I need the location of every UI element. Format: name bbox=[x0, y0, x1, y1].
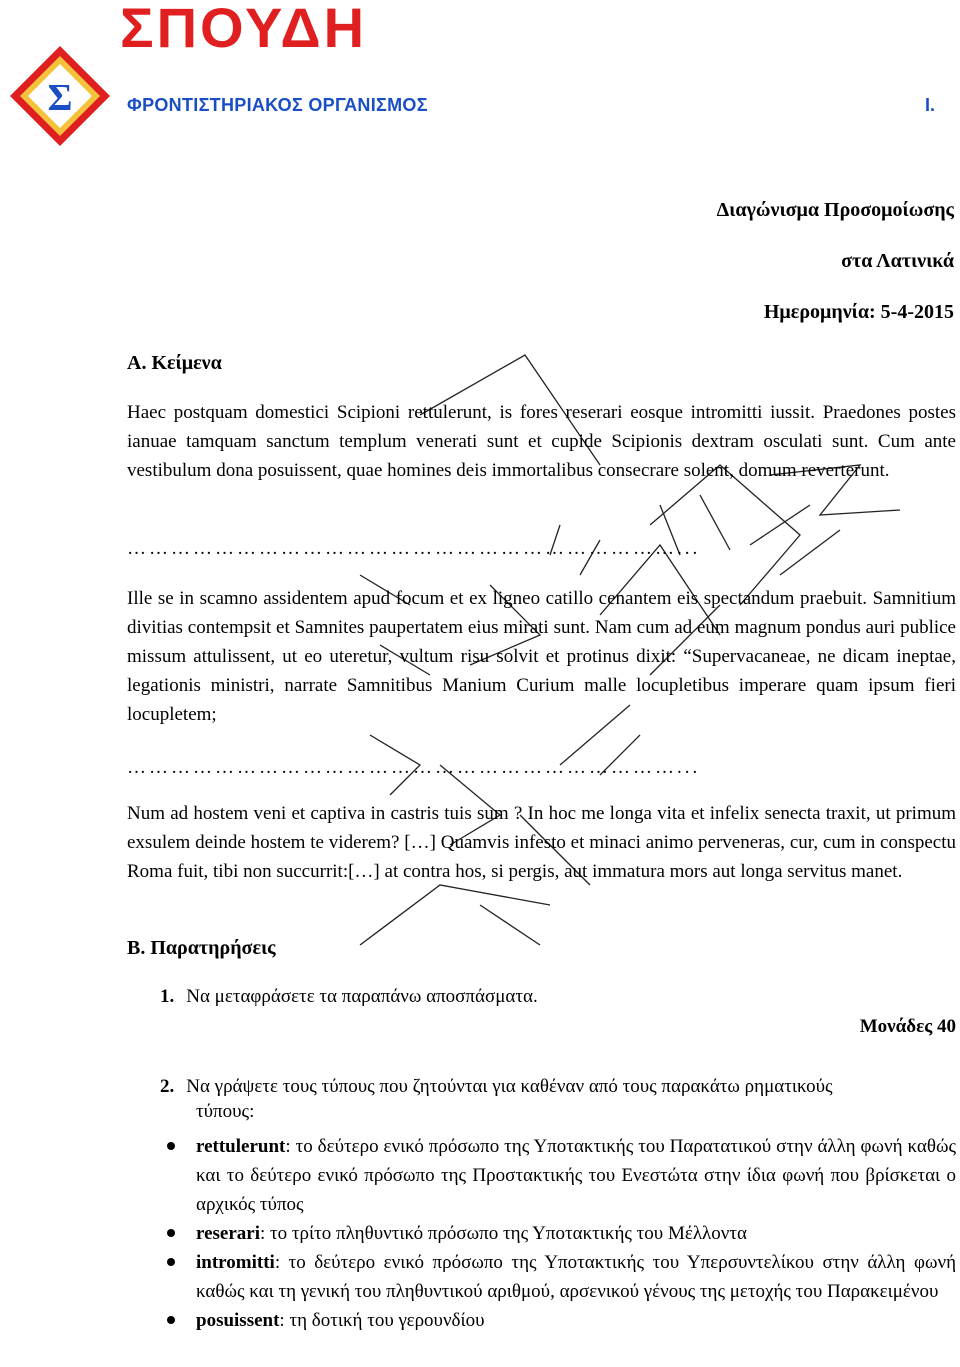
verb-description: : το δεύτερο ενικό πρόσωπο της Υποτακτικής του Παρατατικού στην άλλη φωνή καθώς και το δεύτερο ενικό πρόσωπο της Προστακτικής του Ενεστώτα στην ίδια φωνή που βρίσκεται ο αρχικός τύπος bbox=[196, 1136, 956, 1215]
verb-description: : τη δοτική του γερουνδίου bbox=[279, 1310, 485, 1331]
header-right-mark: Ι. bbox=[925, 95, 936, 115]
verb-form-list bbox=[196, 1132, 956, 1335]
question-2-text-tail: τύπους: bbox=[196, 1101, 255, 1122]
bullet-icon bbox=[167, 1142, 175, 1150]
bullet-icon bbox=[167, 1258, 175, 1266]
bullet-icon bbox=[167, 1229, 175, 1237]
latin-passage-2: Ille se in scamno assidentem apud focum et ex ligneo catillo cenantem eis spectandum praebuit. Samnitium divitias contempsit et Samnites paupertatem eius mirati sunt. Nam cum ad eum magnum pondus auri publice missum attulissent, ut eo uteretur, vultum risu solvit et protinus dixit: “Supervacaneae, ne dicam ineptae, legationis ministri, narrate Samnitibus Manium Curium malle locupletibus imperare quam ipsum fieri locupletem; bbox=[127, 588, 956, 725]
verb-word: rettulerunt bbox=[196, 1136, 286, 1157]
latin-passage-3: Num ad hostem veni et captiva in castris tuis sum ? In hoc me longa vita et infelix senecta traxit, ut primum exsulem deinde hostem te viderem? […] Quamvis infesto et minaci animo perveneras, cur, cum in conspectu Roma fuit, tibi non succurrit:[…] at contra hos, si pergis, aut immatura mors aut longa servitus manet. bbox=[127, 803, 956, 882]
logo-letter: Σ bbox=[47, 77, 73, 119]
question-1-number: 1. bbox=[160, 986, 175, 1007]
exam-subject: στα Λατινικά bbox=[841, 250, 954, 272]
verb-description: : το τρίτο πληθυντικό πρόσωπο της Υποτακτικής του Μέλλοντα bbox=[260, 1223, 747, 1244]
question-1 bbox=[160, 986, 538, 1008]
section-a-heading: Α. Κείμενα bbox=[127, 352, 222, 374]
latin-passage-1: Haec postquam domestici Scipioni rettulerunt, is fores reserari eosque intromitti iussit. Praedones postes ianuae tamquam sanctum templum venerati sunt et cupide Scipionis dextram osculati sunt. Cum ante vestibulum dona posuissent, quae homines deis immortalibus consecrare solent, domum reverterunt. bbox=[127, 402, 956, 481]
question-2 bbox=[160, 1072, 956, 1101]
ellipsis-separator-2: …………………………………………………………………... bbox=[127, 757, 701, 778]
list-item bbox=[196, 1219, 956, 1248]
verb-word: posuissent bbox=[196, 1310, 280, 1331]
question-1-text: Να μεταφράσετε τα παραπάνω αποσπάσματα. bbox=[186, 986, 538, 1007]
ellipsis-separator-1: …………………………………………………………………... bbox=[127, 538, 701, 559]
list-item bbox=[196, 1306, 956, 1335]
verb-description: : το δεύτερο ενικό πρόσωπο της Υποτακτικής του Υπερσυντελίκου στην άλλη φωνή καθώς και τη γενική του πληθυντικού αριθμού, αρσενικού γένους της μετοχής του Παρακειμένου bbox=[196, 1252, 956, 1302]
exam-date: Ημερομηνία: 5-4-2015 bbox=[763, 301, 954, 323]
exam-title: Διαγώνισμα Προσομοίωσης bbox=[716, 199, 954, 221]
question-2-number: 2. bbox=[160, 1076, 175, 1097]
bullet-icon bbox=[167, 1316, 175, 1324]
question-1-marks: Μονάδες 40 bbox=[859, 1016, 956, 1037]
list-item bbox=[196, 1248, 956, 1306]
question-2-text: Να γράψετε τους τύπους που ζητούνται για καθέναν από τους παρακάτω ρηματικούς bbox=[186, 1076, 833, 1097]
organization-name: ΦΡΟΝΤΙΣΤΗΡΙΑΚΟΣ ΟΡΓΑΝΙΣΜΟΣ bbox=[127, 95, 428, 115]
brand-wordmark: ΣΠΟΥΔΗ bbox=[120, 0, 368, 59]
list-item bbox=[196, 1132, 956, 1219]
verb-word: intromitti bbox=[196, 1252, 275, 1273]
section-b-heading: Β. Παρατηρήσεις bbox=[127, 937, 276, 959]
logo-sigma-diamond-icon bbox=[8, 44, 112, 148]
verb-word: reserari bbox=[196, 1223, 260, 1244]
